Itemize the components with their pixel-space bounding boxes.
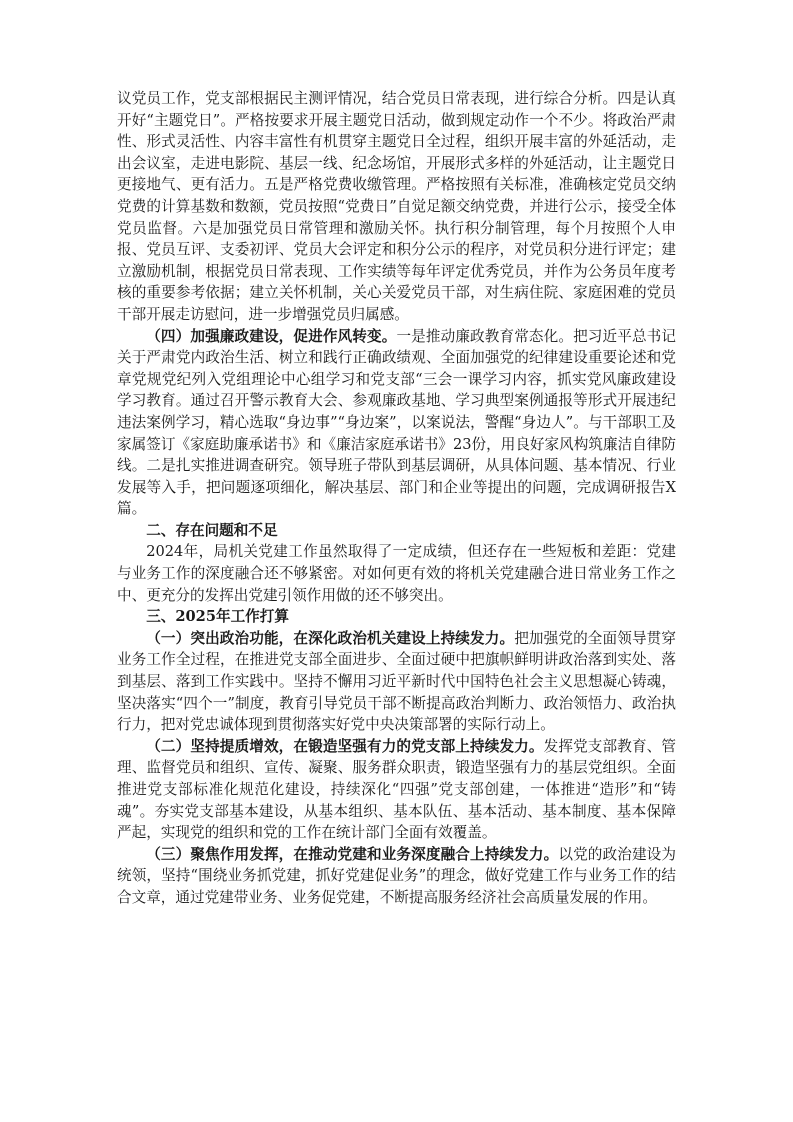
paragraph-text: 发挥党支部教育、管理、监督党员和组织、宣传、凝聚、服务群众职责，锻造坚强有力的基层党组织。全面推进党支部标准化规范化建设，持续深化“四强”党支部创建，一体推进“造形”和“铸魂”。夯实党支部基本建设，从基本组织、基本队伍、基本活动、基本制度、基本保障严起，实现党的组织和党的工作在统计部门全面有效覆盖。 xyxy=(117,737,676,842)
document-body xyxy=(117,88,676,909)
subsection-heading-integration: （三）聚焦作用发挥，在推动党建和业务深度融合上持续发力。 xyxy=(146,845,559,863)
section-heading-integrity: （四）加强廉政建设，促进作风转变。 xyxy=(146,327,397,345)
subsection-heading-political-function: （一）突出政治功能，在深化政治机关建设上持续发力。 xyxy=(146,629,515,647)
subsection-heading-quality-efficiency: （二）坚持提质增效，在锻造坚强有力的党支部上持续发力。 xyxy=(146,737,544,755)
paragraph-integration xyxy=(117,844,676,909)
paragraph-problems: 2024年，局机关党建工作虽然取得了一定成绩，但还存在一些短板和差距：党建与业务工作的深度融合还不够紧密。对如何更有效的将机关党建融合进日常业务工作之中、更充分的发挥出党建引领作用做的还不够突出。 xyxy=(117,543,676,604)
paragraph-text: 以党的政治建设为统领，坚持“围绕业务抓党建，抓好党建促业务”的理念，做好党建工作与业务工作的结合文章，通过党建带业务、业务促党建，不断提高服务经济社会高质量发展的作用。 xyxy=(117,845,676,906)
paragraph-text: 一是推动廉政教育常态化。把习近平总书记关于严肃党内政治生活、树立和践行正确政绩观、全面加强党的纪律建设重要论述和党章党规党纪列入党组理论中心组学习和党支部“三会一课学习内容，抓实党风廉政建设学习教育。通过召开警示教育大会、参观廉政基地、学习典型案例通报等形式开展违纪违法案例学习，精心选取“身边事”“身边案”，以案说法，警醒“身边人”。与干部职工及家属签订《家庭助廉承诺书》和《廉洁家庭承诺书》23份，用良好家风构筑廉洁自律防线。二是扎实推进调查研究。领导班子带队到基层调研，从具体问题、基本情况、行业发展等入手，把问题逐项细化，解决基层、部门和企业等提出的问题，完成调研报告X篇。 xyxy=(117,327,676,518)
paragraph-quality-efficiency xyxy=(117,736,676,844)
section-heading-problems: 二、存在问题和不足 xyxy=(146,521,278,539)
paragraph-text: 把加强党的全面领导贯穿业务工作全过程，在推进党支部全面进步、全面过硬中把旗帜鲜明讲政治落到实处、落到基层、落到工作实践中。坚持不懈用习近平新时代中国特色社会主义思想凝心铸魂，坚决落实“四个一”制度，教育引导党员干部不断提高政治判断力、政治领悟力、政治执行力，把对党忠诚体现到贯彻落实好党中央决策部署的实际行动上。 xyxy=(117,629,676,734)
section-heading-plans-2025: 三、2025年工作打算 xyxy=(146,608,289,626)
paragraph-integrity-building xyxy=(117,326,676,520)
paragraph-political-function xyxy=(117,628,676,736)
paragraph-party-member-management: 议党员工作，党支部根据民主测评情况，结合党员日常表现，进行综合分析。四是认真开好“主题党日”。严格按要求开展主题党日活动，做到规定动作一个不少。将政治严肃性、形式灵活性、内容丰富性有机贯穿主题党日全过程，组织开展丰富的外延活动，走出会议室，走进电影院、基层一线、纪念场馆，开展形式多样的外延活动，让主题党日更接地气、更有活力。五是严格党费收缴管理。严格按照有关标准，准确核定党员交纳党费的计算基数和数额，党员按照“党费日”自觉足额交纳党费，并进行公示，接受全体党员监督。六是加强党员日常管理和激励关怀。执行积分制管理，每个月按照个人申报、党员互评、支委初评、党员大会评定和积分公示的程序，对党员积分进行评定；建立激励机制，根据党员日常表现、工作实绩等每年评定优秀党员，并作为公务员年度考核的重要参考依据；建立关怀机制，关心关爱党员干部，对生病住院、家庭困难的党员干部开展走访慰问，进一步增强党员归属感。 xyxy=(117,90,676,323)
